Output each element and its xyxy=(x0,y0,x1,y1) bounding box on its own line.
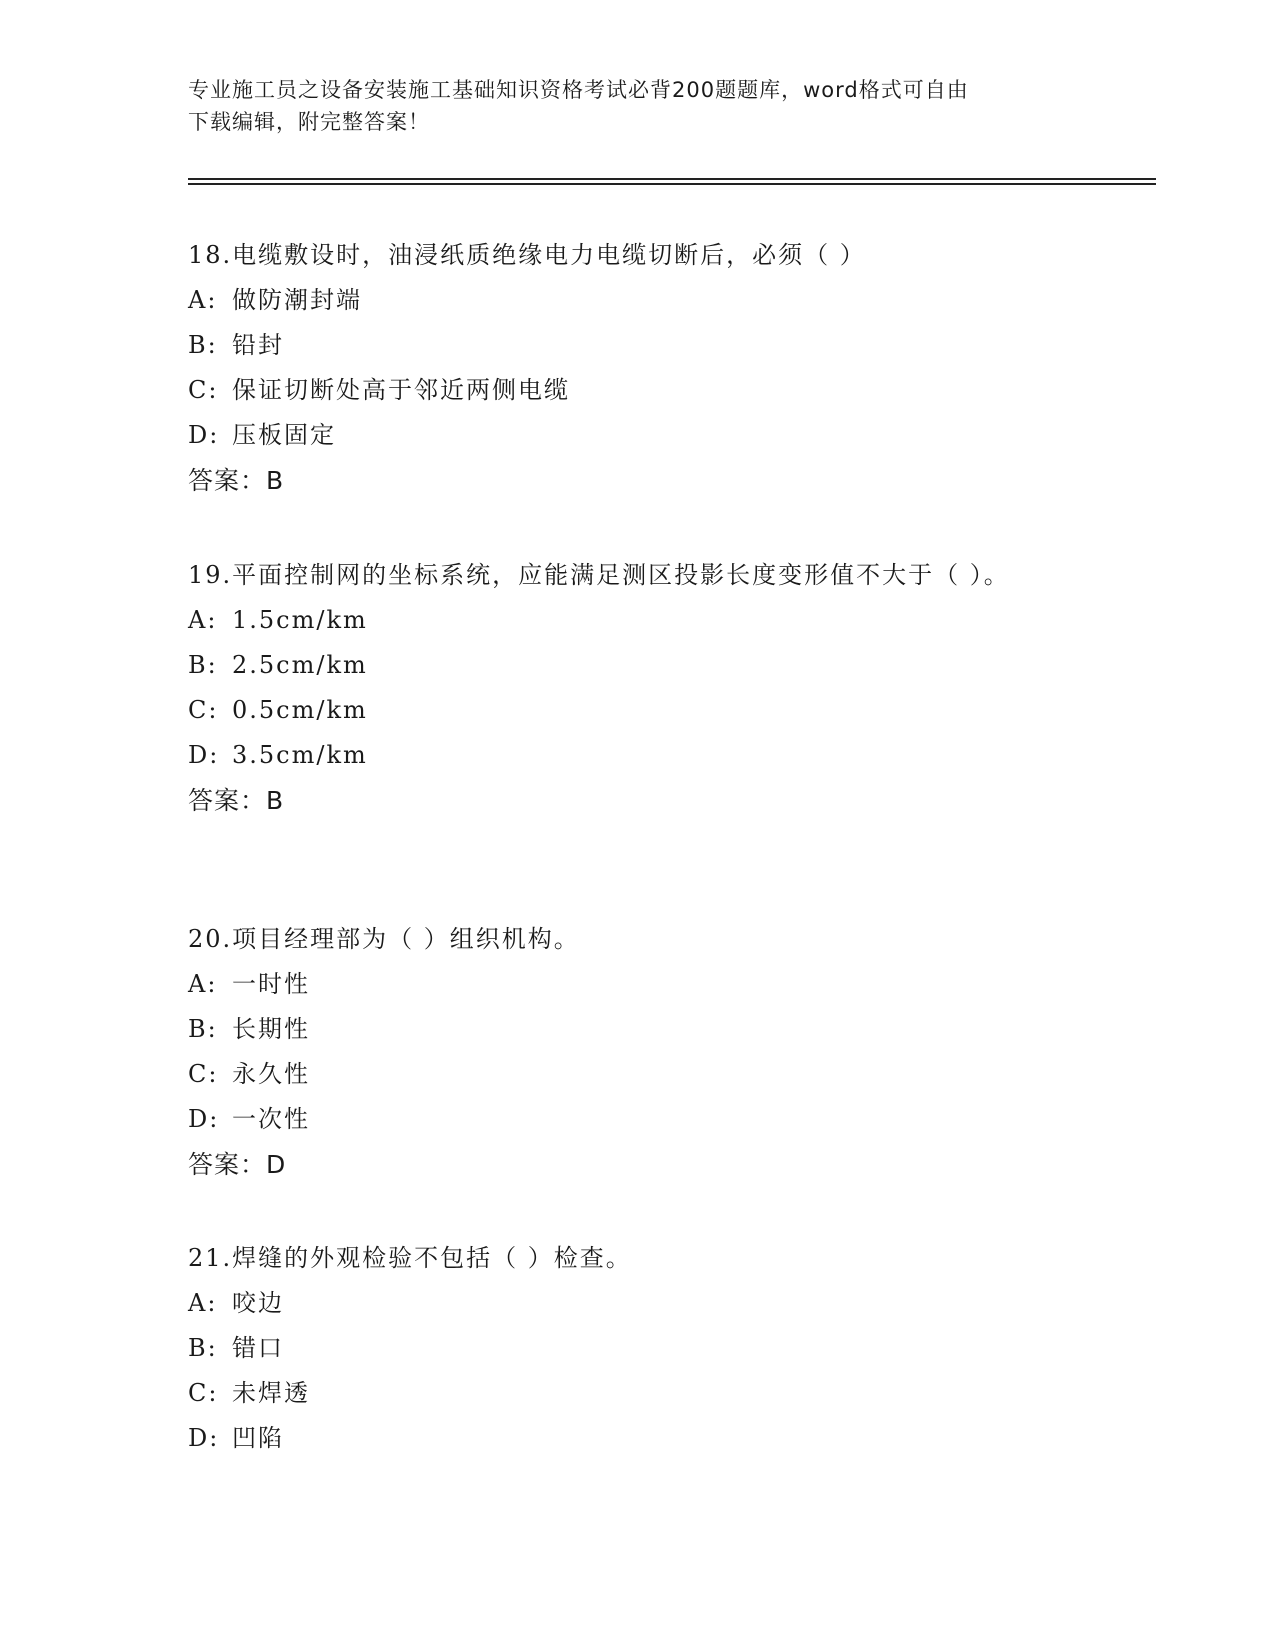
option-text: 长期性 xyxy=(232,1015,310,1043)
option-text: 凹陷 xyxy=(232,1424,284,1452)
question-18 xyxy=(188,233,1068,503)
option-text: 保证切断处高于邻近两侧电缆 xyxy=(232,376,570,404)
option-text: 错口 xyxy=(232,1334,284,1362)
question-19 xyxy=(188,553,1068,823)
answer-text: 答案：D xyxy=(188,1150,287,1179)
option-text: 一次性 xyxy=(232,1105,310,1133)
option-text: 一时性 xyxy=(232,970,310,998)
option-b xyxy=(188,1326,1068,1371)
option-letter: A: xyxy=(188,970,218,998)
option-letter: A: xyxy=(188,1289,218,1317)
question-title: 18.电缆敷设时，油浸纸质绝缘电力电缆切断后，必须（ ） xyxy=(188,241,866,269)
option-letter: A: xyxy=(188,286,218,314)
option-text: 2.5cm/km xyxy=(232,651,368,679)
option-text: 压板固定 xyxy=(232,421,336,449)
document-header xyxy=(188,74,1068,138)
header-line-1: 专业施工员之设备安装施工基础知识资格考试必背200题题库，word格式可自由 xyxy=(188,78,969,102)
option-letter: B: xyxy=(188,651,218,679)
option-a xyxy=(188,962,1068,1007)
option-b xyxy=(188,323,1068,368)
option-text: 做防潮封端 xyxy=(232,286,362,314)
option-d xyxy=(188,1097,1068,1142)
option-letter: C: xyxy=(188,1379,219,1407)
option-letter: D: xyxy=(188,741,220,769)
option-a xyxy=(188,598,1068,643)
option-letter: B: xyxy=(188,331,218,359)
option-c xyxy=(188,688,1068,733)
option-text: 永久性 xyxy=(232,1060,310,1088)
option-text: 0.5cm/km xyxy=(232,696,368,724)
question-title: 21.焊缝的外观检验不包括（ ）检查。 xyxy=(188,1244,632,1272)
header-line-2: 下载编辑，附完整答案！ xyxy=(188,110,430,134)
option-c xyxy=(188,1371,1068,1416)
option-b xyxy=(188,1007,1068,1052)
question-21 xyxy=(188,1236,1068,1461)
option-a xyxy=(188,278,1068,323)
option-letter: D: xyxy=(188,421,220,449)
option-c xyxy=(188,368,1068,413)
option-c xyxy=(188,1052,1068,1097)
option-text: 咬边 xyxy=(232,1289,284,1317)
question-title: 20.项目经理部为（ ）组织机构。 xyxy=(188,925,580,953)
option-letter: C: xyxy=(188,696,219,724)
option-d xyxy=(188,1416,1068,1461)
header-divider-top xyxy=(188,178,1156,180)
question-20 xyxy=(188,917,1068,1187)
answer-text: 答案：B xyxy=(188,786,285,815)
option-text: 铅封 xyxy=(232,331,284,359)
option-d xyxy=(188,733,1068,778)
option-text: 未焊透 xyxy=(232,1379,310,1407)
option-letter: B: xyxy=(188,1334,218,1362)
option-letter: C: xyxy=(188,376,219,404)
header-divider-bottom xyxy=(188,183,1156,185)
option-a xyxy=(188,1281,1068,1326)
option-letter: D: xyxy=(188,1105,220,1133)
option-letter: B: xyxy=(188,1015,218,1043)
option-b xyxy=(188,643,1068,688)
option-letter: A: xyxy=(188,606,218,634)
question-title: 19.平面控制网的坐标系统，应能满足测区投影长度变形值不大于（ ）。 xyxy=(188,561,1010,589)
option-text: 1.5cm/km xyxy=(232,606,368,634)
option-d xyxy=(188,413,1068,458)
option-text: 3.5cm/km xyxy=(232,741,368,769)
answer-text: 答案：B xyxy=(188,466,285,495)
option-letter: D: xyxy=(188,1424,220,1452)
option-letter: C: xyxy=(188,1060,219,1088)
